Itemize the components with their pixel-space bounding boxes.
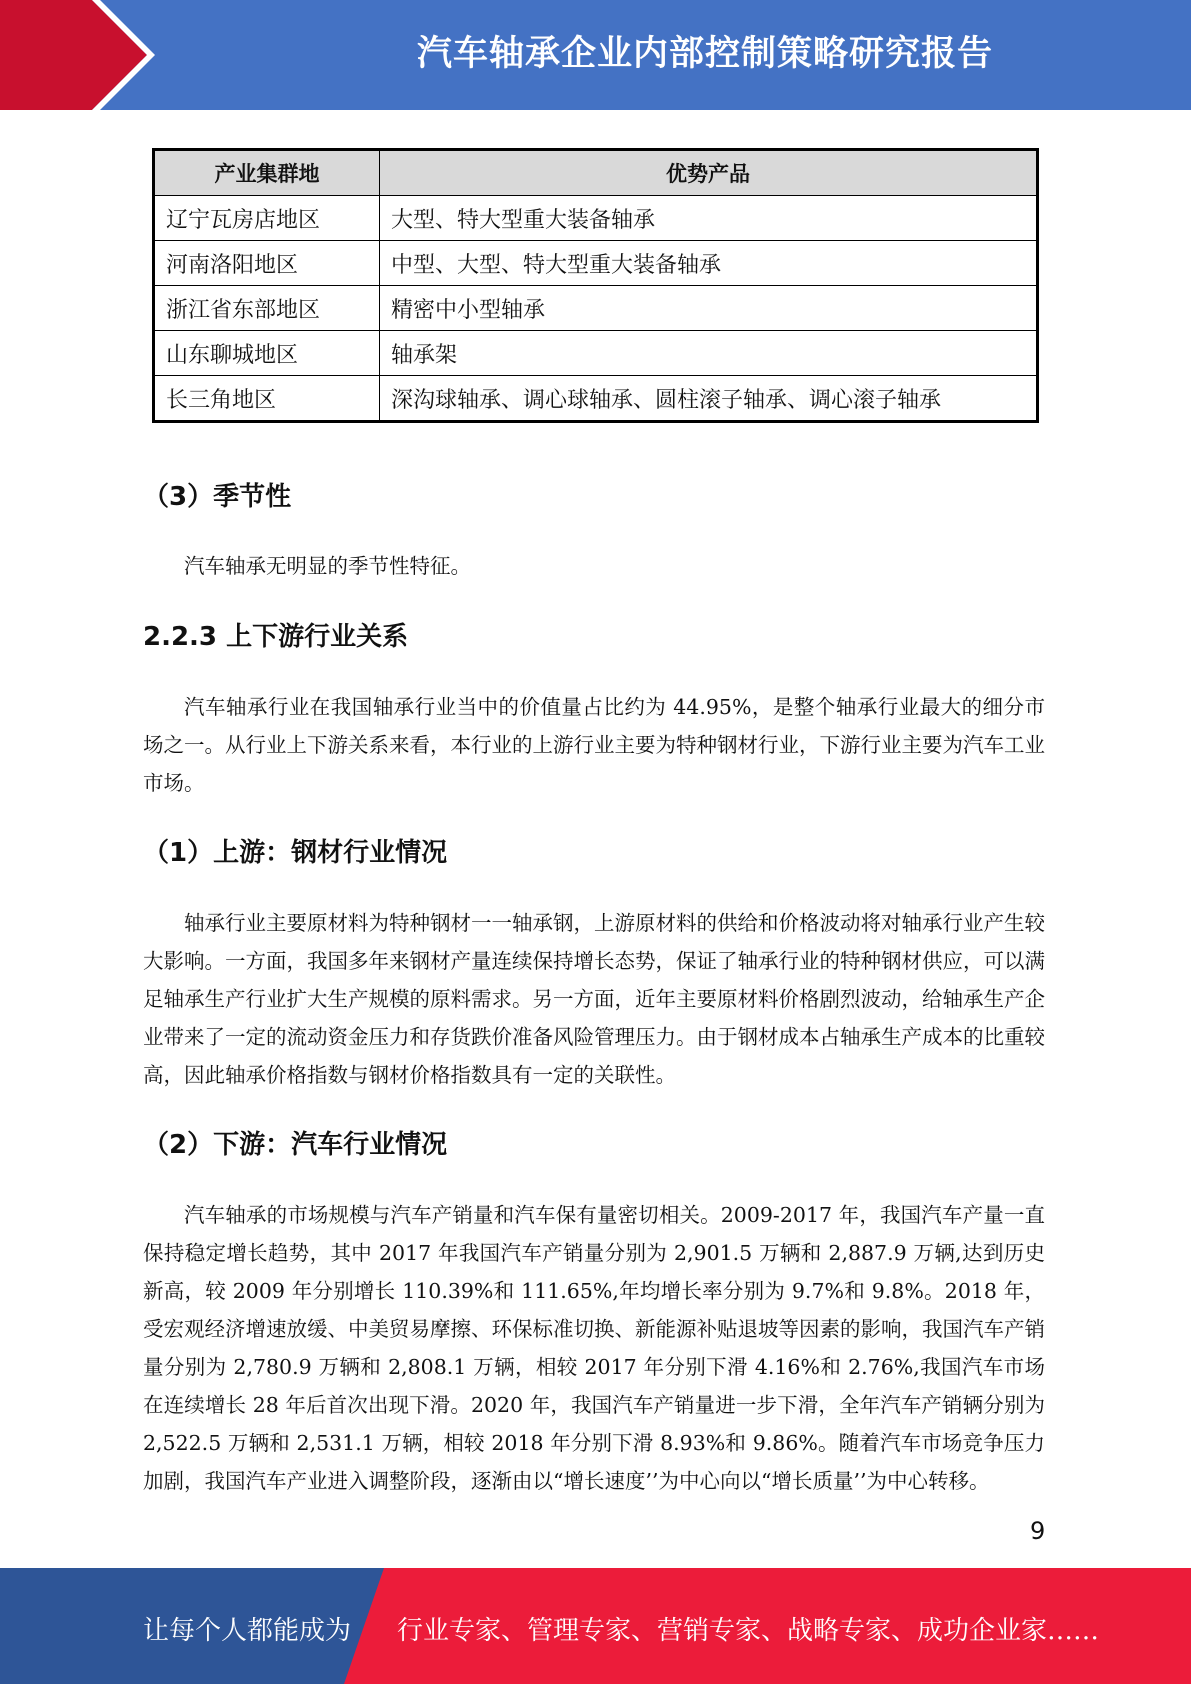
chain-paragraph: 汽车轴承行业在我国轴承行业当中的价值量占比约为 44.95%，是整个轴承行业最大的细分市场之一。从行业上下游关系来看，本行业的上游行业主要为特种钢材行业，下游行业主要为汽车工业市场。 [143,695,1045,795]
upstream-heading: （1）上游：钢材行业情况 [143,838,448,868]
column-header: 优势产品 [380,150,1038,196]
upstream-paragraph: 轴承行业主要原材料为特种钢材一一轴承钢，上游原材料的供给和价格波动将对轴承行业产生较大影响。一方面，我国多年来钢材产量连续保持增长态势，保证了轴承行业的特种钢材供应，可以满足轴承生产行业扩大生产规模的原料需求。另一方面，近年主要原材料价格剧烈波动，给轴承生产企业带来了一定的流动资金压力和存货跌价准备风险管理压力。由于钢材成本占轴承生产成本的比重较高，因此轴承价格指数与钢材价格指数具有一定的关联性。 [143,911,1045,1087]
table-cell: 浙江省东部地区 [154,286,380,331]
table-row [154,196,1038,241]
page-header [0,0,1191,110]
table-cell: 河南洛阳地区 [154,241,380,286]
page-number: 9 [1030,1517,1046,1545]
downstream-paragraph: 汽车轴承的市场规模与汽车产销量和汽车保有量密切相关。2009-2017 年，我国汽车产量一直保持稳定增长趋势，其中 2017 年我国汽车产销量分别为 2,901.5 万辆和 2,887.9 万辆,达到历史新高，较 2009 年分别增长 110.39%和 111.65%,年均增长率分别为 9.7%和 9.8%。2018 年，受宏观经济增速放缓、中美贸易摩擦、环保标准切换、新能源补贴退坡等因素的影响，我国汽车产销量分别为 2,780.9 万辆和 2,808.1 万辆，相较 2017 年分别下滑 4.16%和 2.76%,我国汽车市场在连续增长 28 年后首次出现下滑。2020 年，我国汽车产销量进一步下滑，全年汽车产销辆分别为 2,522.5 万辆和 2,531.1 万辆，相较 2018 年分别下滑 8.93%和 9.86%。随着汽车市场竞争压力加剧，我国汽车产业进入调整阶段，逐渐由以“增长速度’’为中心向以“增长质量’’为中心转移。 [143,1203,1045,1493]
report-title: 汽车轴承企业内部控制策略研究报告 [416,34,993,74]
table-header-row [154,150,1038,196]
footer-slogan-left: 让每个人都能成为 [143,1616,352,1646]
table-cell: 长三角地区 [154,376,380,422]
table-row [154,376,1038,422]
table-row [154,286,1038,331]
column-header: 产业集群地 [154,150,380,196]
table-row [154,241,1038,286]
table-cell: 精密中小型轴承 [380,286,1038,331]
downstream-heading: （2）下游：汽车行业情况 [143,1130,448,1160]
table-row [154,331,1038,376]
seasonality-heading: （3）季节性 [143,482,292,512]
footer-slogan-right: 行业专家、管理专家、营销专家、战略专家、成功企业家…… [397,1616,1100,1646]
table-cell: 大型、特大型重大装备轴承 [380,196,1038,241]
seasonality-paragraph: 汽车轴承无明显的季节性特征。 [184,554,471,578]
table-cell: 中型、大型、特大型重大装备轴承 [380,241,1038,286]
table-cell: 深沟球轴承、调心球轴承、圆柱滚子轴承、调心滚子轴承 [380,376,1038,422]
table-cell: 辽宁瓦房店地区 [154,196,380,241]
table-cell: 轴承架 [380,331,1038,376]
table-cell: 山东聊城地区 [154,331,380,376]
page-footer [0,1568,1191,1684]
chain-heading: 2.2.3 上下游行业关系 [143,622,409,652]
industry-cluster-table [152,148,1039,423]
